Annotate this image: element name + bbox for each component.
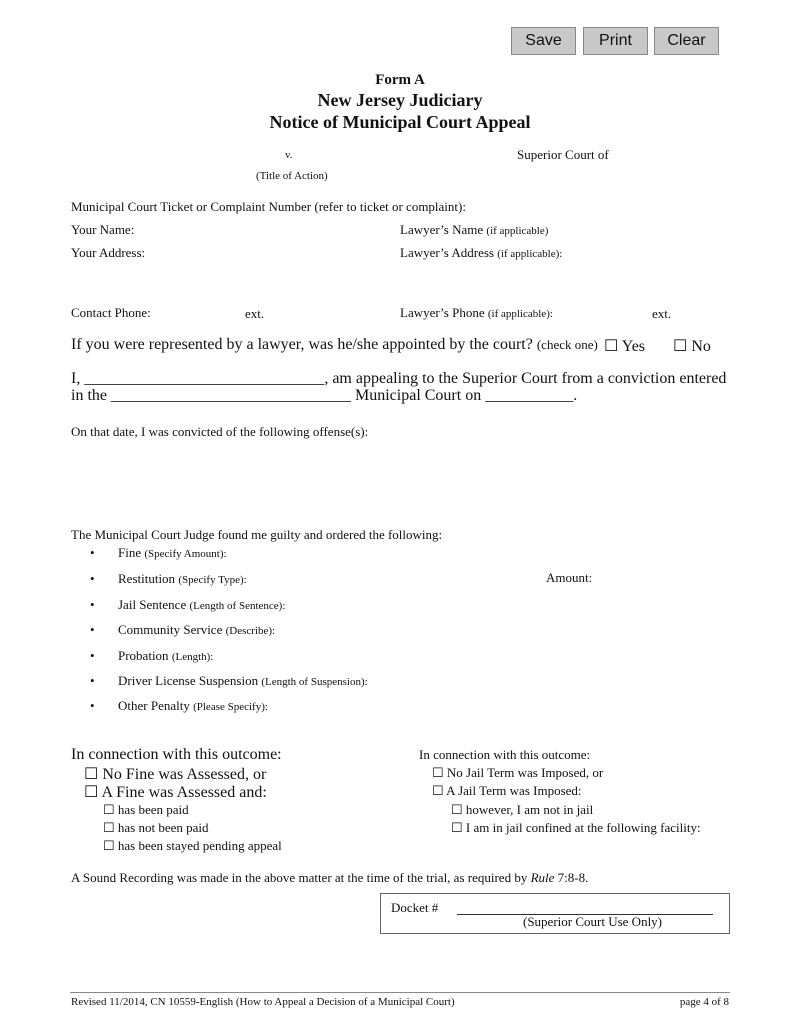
fine-outcome-heading: In connection with this outcome: bbox=[71, 746, 282, 763]
docket-box bbox=[380, 893, 730, 934]
footer-divider bbox=[70, 992, 730, 993]
fine-assessed-checkbox[interactable]: ☐ A Fine was Assessed and: bbox=[84, 784, 267, 801]
in-jail-checkbox[interactable]: ☐ I am in jail confined at the following facility: bbox=[451, 820, 701, 835]
docket-note: (Superior Court Use Only) bbox=[523, 914, 663, 929]
contact-phone-label: Contact Phone: bbox=[71, 305, 151, 320]
no-jail-checkbox[interactable]: ☐ No Jail Term was Imposed, or bbox=[432, 765, 604, 780]
fine-stayed-checkbox[interactable]: ☐ has been stayed pending appeal bbox=[103, 838, 282, 853]
fine-not-paid-checkbox[interactable]: ☐ has not been paid bbox=[103, 820, 209, 835]
ext-label: ext. bbox=[245, 306, 265, 321]
lawyer-phone-label: Lawyer’s Phone (if applicable): bbox=[400, 305, 553, 320]
penalty-community-service: • Community Service (Describe): bbox=[92, 622, 275, 638]
jail-imposed-checkbox[interactable]: ☐ A Jail Term was Imposed: bbox=[432, 783, 582, 798]
judge-order-label: The Municipal Court Judge found me guilty and ordered the following: bbox=[71, 527, 443, 542]
fine-paid-checkbox[interactable]: ☐ has been paid bbox=[103, 802, 189, 817]
penalty-jail: • Jail Sentence (Length of Sentence): bbox=[92, 597, 285, 613]
lawyer-ext-label: ext. bbox=[652, 306, 672, 321]
your-address-label: Your Address: bbox=[71, 245, 146, 260]
page-title: Notice of Municipal Court Appeal bbox=[269, 112, 531, 132]
amount-label: Amount: bbox=[546, 570, 593, 585]
save-button[interactable]: Save bbox=[511, 27, 576, 55]
penalty-license-suspension: • Driver License Suspension (Length of Suspension): bbox=[92, 673, 368, 689]
appointed-yes-checkbox[interactable]: ☐ Yes bbox=[604, 338, 646, 355]
versus-label: v. bbox=[285, 149, 293, 161]
not-in-jail-checkbox[interactable]: ☐ however, I am not in jail bbox=[451, 802, 594, 817]
superior-court-label: Superior Court of bbox=[517, 147, 609, 162]
ticket-number-label: Municipal Court Ticket or Complaint Number (refer to ticket or complaint): bbox=[71, 199, 466, 214]
no-fine-checkbox[interactable]: ☐ No Fine was Assessed, or bbox=[84, 766, 267, 783]
appointed-no-checkbox[interactable]: ☐ No bbox=[673, 338, 711, 355]
org-title: New Jersey Judiciary bbox=[317, 90, 483, 110]
penalty-restitution: • Restitution (Specify Type): bbox=[92, 571, 247, 587]
penalty-probation: • Probation (Length): bbox=[92, 648, 213, 664]
print-button[interactable]: Print bbox=[583, 27, 648, 55]
appeal-statement-line2: in the ______________________________ Municipal Court on ___________. bbox=[71, 387, 578, 404]
footer-page-number: page 4 of 8 bbox=[679, 996, 729, 1008]
penalty-fine: • Fine (Specify Amount): bbox=[92, 545, 227, 561]
sound-recording-text: A Sound Recording was made in the above matter at the time of the trial, as required by Rule 7:8-8. bbox=[71, 870, 589, 885]
jail-outcome-heading: In connection with this outcome: bbox=[419, 747, 591, 762]
docket-label: Docket # bbox=[391, 900, 439, 915]
penalty-other: • Other Penalty (Please Specify): bbox=[92, 698, 268, 714]
lawyer-address-label: Lawyer’s Address (if applicable): bbox=[400, 245, 563, 260]
form-label: Form A bbox=[375, 72, 425, 88]
appeal-statement-line1: I, ______________________________, am appealing to the Superior Court from a conviction entered bbox=[71, 370, 727, 387]
your-name-label: Your Name: bbox=[71, 222, 135, 237]
offense-label: On that date, I was convicted of the following offense(s): bbox=[71, 424, 369, 439]
clear-button[interactable]: Clear bbox=[654, 27, 719, 55]
title-of-action-label: (Title of Action) bbox=[256, 170, 328, 182]
footer-revision: Revised 11/2014, CN 10559-English (How to Appeal a Decision of a Municipal Court) bbox=[71, 996, 455, 1008]
appointed-question: If you were represented by a lawyer, was he/she appointed by the court? (check one) bbox=[71, 336, 598, 353]
lawyer-name-label: Lawyer’s Name (if applicable) bbox=[400, 222, 549, 237]
